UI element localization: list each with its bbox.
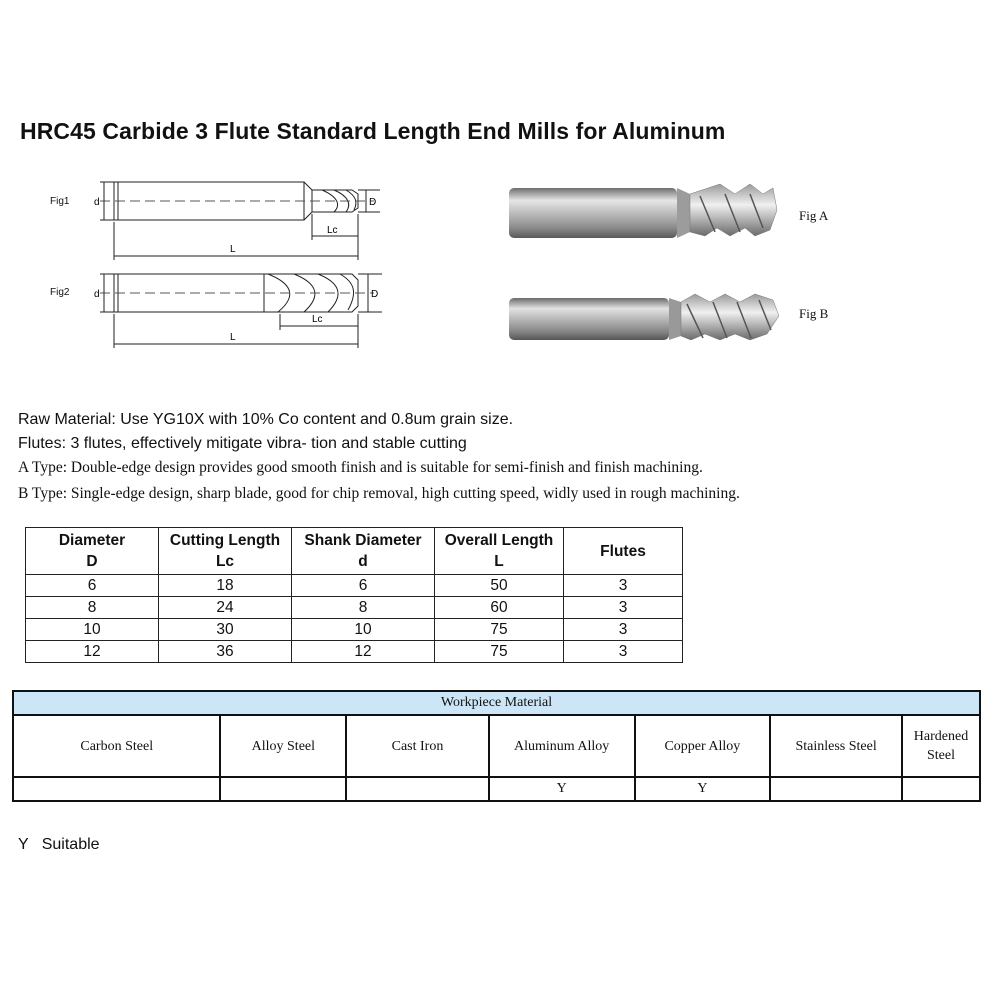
- flutes-text: Flutes: 3 flutes, effectively mitigate vibra- tion and stable cutting: [18, 435, 467, 452]
- fig-a-label: Fig A: [799, 208, 829, 223]
- fig1-Lc-label: Lc: [327, 225, 338, 236]
- workpiece-header: Workpiece Material: [13, 691, 980, 715]
- a-type-text: A Type: Double-edge design provides good smooth finish and is suitable for semi-finish and finish machining.: [18, 459, 703, 476]
- suitability-hardened-steel: [902, 777, 980, 801]
- suitability-row: [13, 777, 980, 801]
- cell-shank-diameter: 8: [292, 597, 435, 619]
- fig-b-photo: [505, 290, 795, 350]
- table-row: [26, 597, 683, 619]
- cell-shank-diameter: 12: [292, 641, 435, 663]
- cell-cutting-length: 30: [159, 619, 292, 641]
- fig2-Lc-label: Lc: [312, 314, 323, 325]
- fig2-drawing: [90, 264, 390, 354]
- fig-b-label: Fig B: [799, 306, 829, 321]
- cell-overall-length: 50: [435, 575, 564, 597]
- cell-flutes: 3: [564, 597, 683, 619]
- spec-header-row: [26, 528, 683, 575]
- material-carbon-steel: Carbon Steel: [13, 715, 220, 777]
- header-flutes: Flutes: [564, 528, 683, 575]
- cell-flutes: 3: [564, 641, 683, 663]
- cell-overall-length: 60: [435, 597, 564, 619]
- raw-material-text: Raw Material: Use YG10X with 10% Co content and 0.8um grain size.: [18, 411, 514, 428]
- table-row: [26, 619, 683, 641]
- fig2-D-label: D: [371, 289, 379, 300]
- cell-overall-length: 75: [435, 619, 564, 641]
- material-aluminum-alloy: Aluminum Alloy: [489, 715, 635, 777]
- cell-cutting-length: 24: [159, 597, 292, 619]
- fig2-L-label: L: [230, 332, 236, 343]
- fig1-D-label: D: [369, 197, 377, 208]
- legend-text: Y Suitable: [18, 836, 100, 853]
- cell-overall-length: 75: [435, 641, 564, 663]
- header-diameter: Diameter D: [26, 528, 159, 575]
- fig1-d-label: d: [94, 197, 100, 208]
- material-cast-iron: Cast Iron: [346, 715, 489, 777]
- fig-a-photo: [505, 180, 795, 250]
- material-alloy-steel: Alloy Steel: [220, 715, 346, 777]
- suitability-cast-iron: [346, 777, 489, 801]
- fig1-L-label: L: [230, 244, 236, 255]
- material-hardened-steel: Hardened Steel: [902, 715, 980, 777]
- cell-shank-diameter: 10: [292, 619, 435, 641]
- suitability-stainless-steel: [770, 777, 902, 801]
- cell-diameter: 10: [26, 619, 159, 641]
- material-row: [13, 715, 980, 777]
- suitability-aluminum-alloy: Y: [489, 777, 635, 801]
- cell-shank-diameter: 6: [292, 575, 435, 597]
- material-copper-alloy: Copper Alloy: [635, 715, 771, 777]
- fig1-label: Fig1: [50, 196, 70, 207]
- table-row: [26, 641, 683, 663]
- page-title: HRC45 Carbide 3 Flute Standard Length End Mills for Aluminum: [20, 118, 726, 144]
- header-overall-length: Overall Length L: [435, 528, 564, 575]
- suitability-copper-alloy: Y: [635, 777, 771, 801]
- cell-cutting-length: 18: [159, 575, 292, 597]
- workpiece-header-row: [13, 691, 980, 715]
- header-cutting-length: Cutting Length Lc: [159, 528, 292, 575]
- fig2-d-label: d: [94, 289, 100, 300]
- cell-flutes: 3: [564, 619, 683, 641]
- cell-diameter: 6: [26, 575, 159, 597]
- cell-flutes: 3: [564, 575, 683, 597]
- suitability-carbon-steel: [13, 777, 220, 801]
- b-type-text: B Type: Single-edge design, sharp blade, good for chip removal, high cutting speed, widly used in rough machining.: [18, 485, 740, 502]
- cell-diameter: 8: [26, 597, 159, 619]
- fig1-drawing: [90, 170, 390, 262]
- cell-cutting-length: 36: [159, 641, 292, 663]
- suitability-alloy-steel: [220, 777, 346, 801]
- table-row: [26, 575, 683, 597]
- fig2-label: Fig2: [50, 287, 70, 298]
- material-stainless-steel: Stainless Steel: [770, 715, 902, 777]
- cell-diameter: 12: [26, 641, 159, 663]
- workpiece-table: [12, 690, 981, 802]
- spec-table: [25, 527, 683, 663]
- header-shank-diameter: Shank Diameter d: [292, 528, 435, 575]
